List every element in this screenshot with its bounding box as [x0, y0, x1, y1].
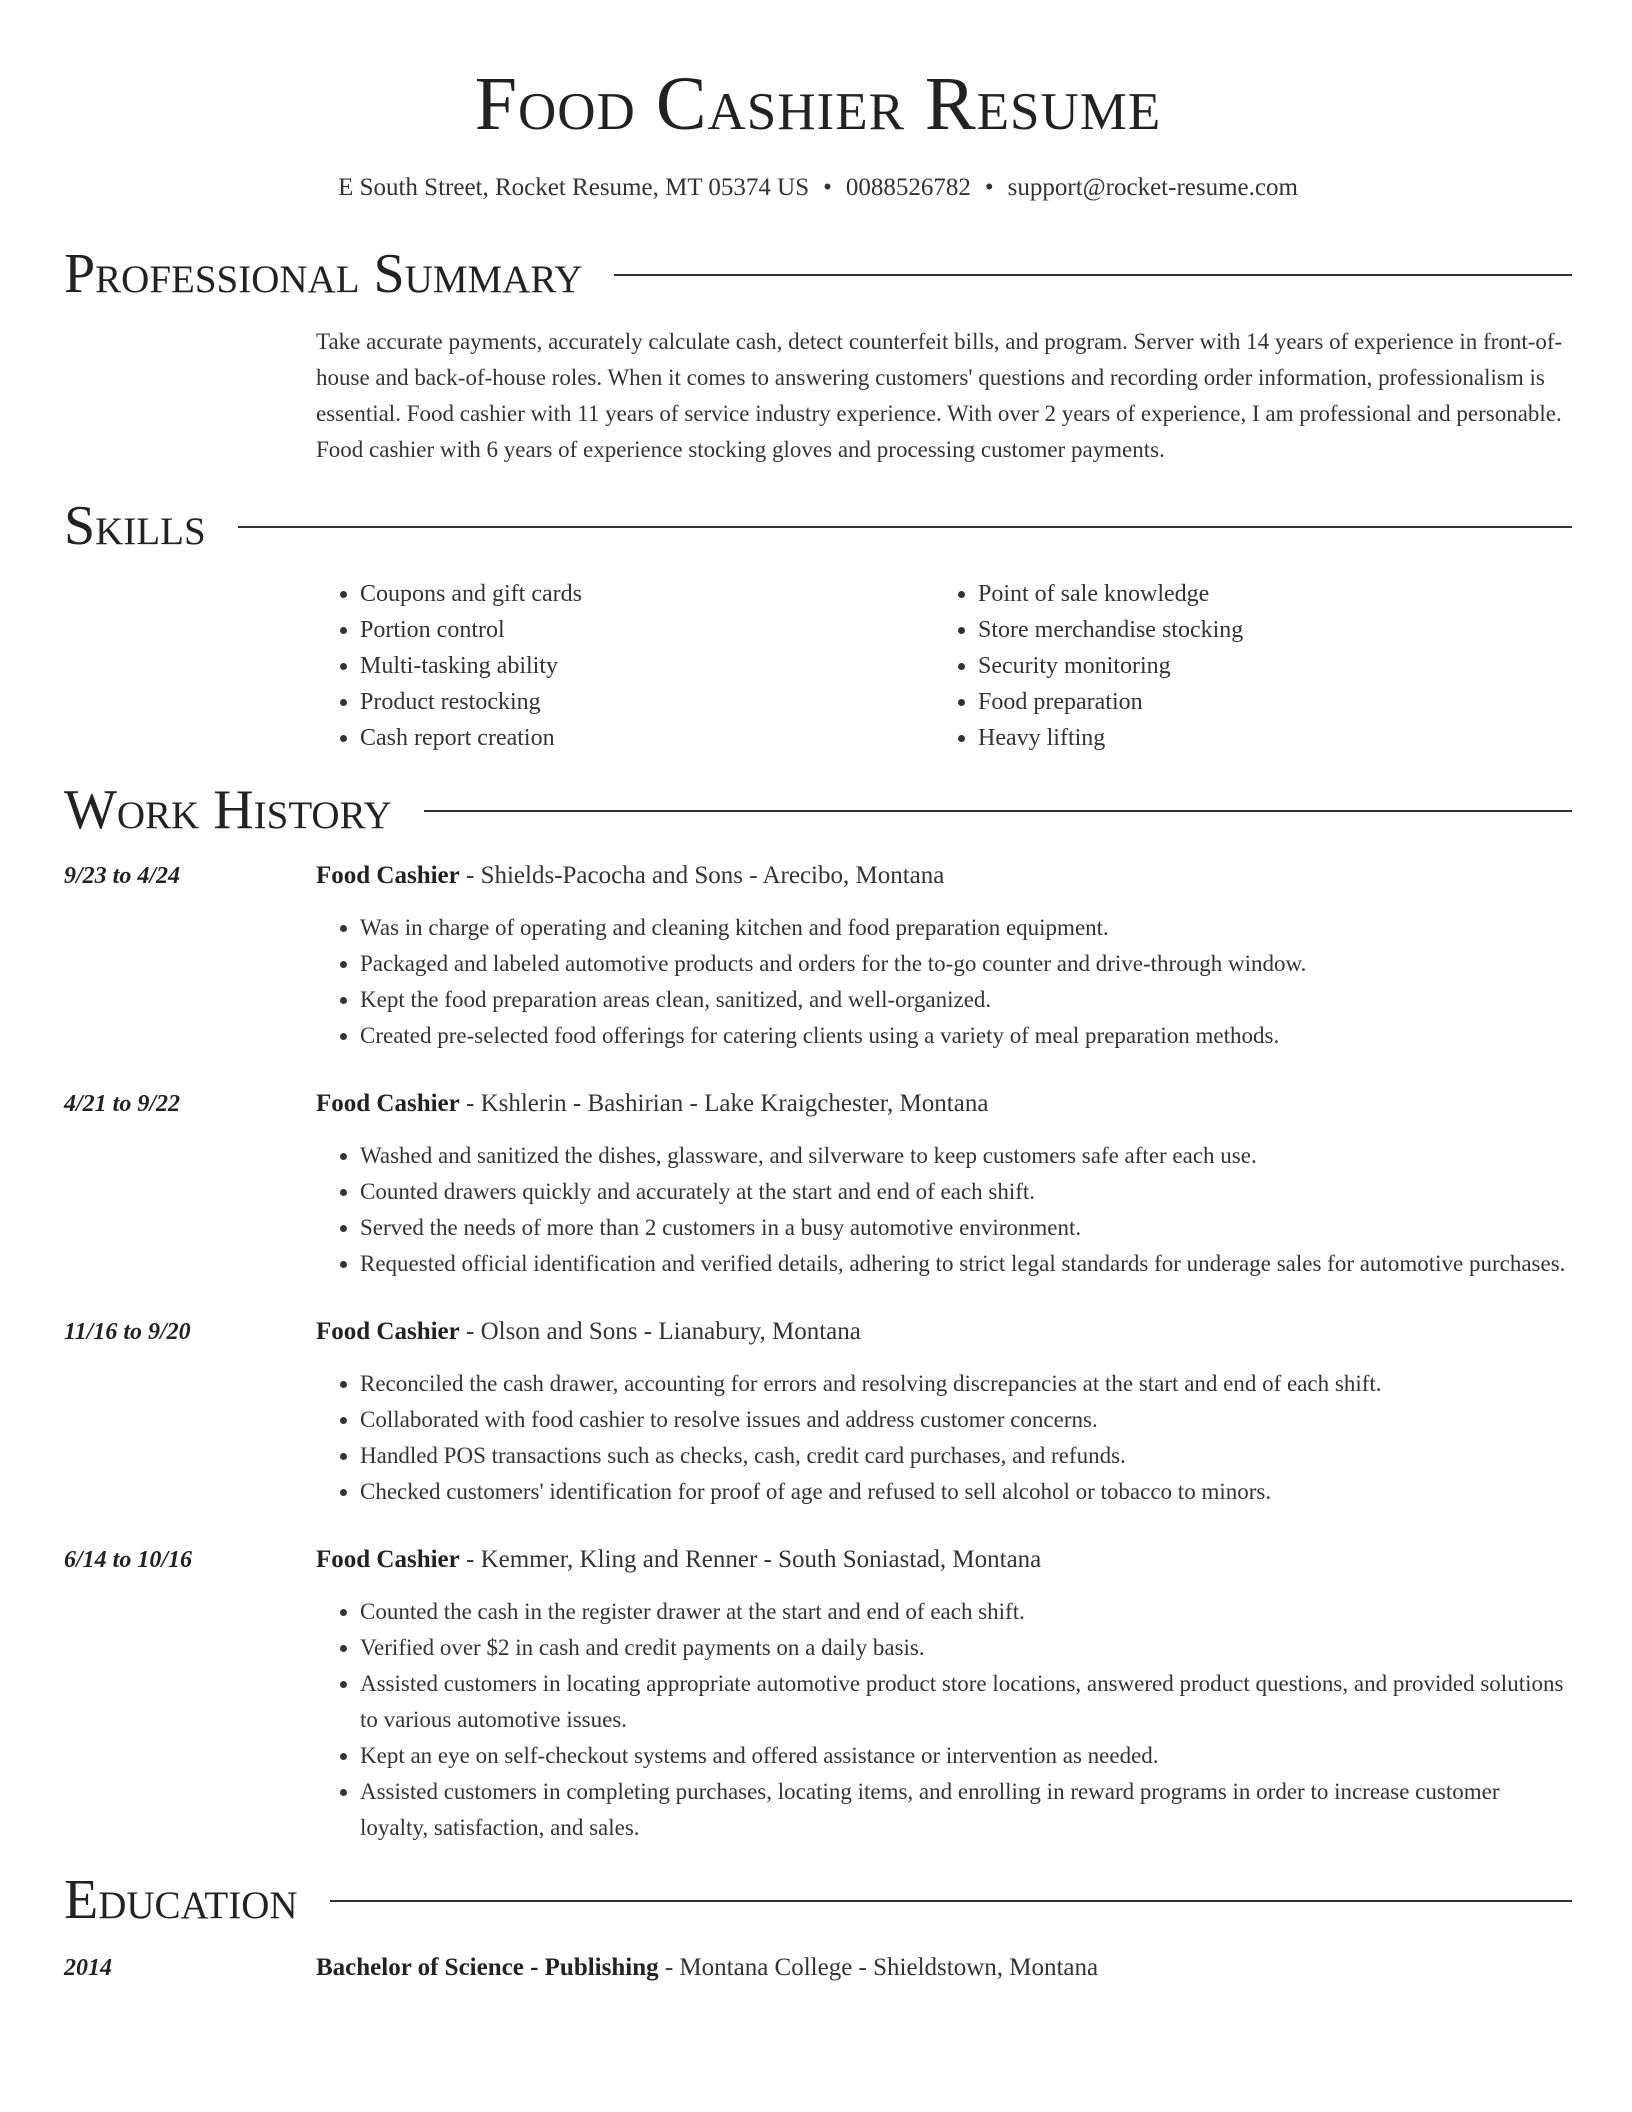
- skills-section-title: Skills: [64, 495, 206, 557]
- job-employer: - Kemmer, Kling and Renner - South Soniastad, Montana: [459, 1546, 1042, 1573]
- contact-line: [64, 172, 1572, 204]
- job-duty-item: • Verified over $2 in cash and credit payments on a daily basis.: [360, 1630, 1572, 1666]
- job-entry: [64, 1314, 1572, 1510]
- job-details: [316, 1086, 1572, 1282]
- education-section-header: [64, 1868, 1572, 1932]
- job-details: [316, 858, 1572, 1054]
- skill-item: • Point of sale knowledge: [978, 576, 1552, 612]
- work-history-list: [64, 858, 1572, 1846]
- job-duty-item: • Handled POS transactions such as checks, cash, credit card purchases, and refunds.: [360, 1438, 1572, 1474]
- job-employer: - Olson and Sons - Lianabury, Montana: [459, 1318, 861, 1345]
- job-role: Food Cashier: [316, 862, 460, 889]
- education-entry: [64, 1950, 1572, 1986]
- skill-item: • Store merchandise stocking: [978, 612, 1552, 648]
- skills-list: [316, 576, 1572, 756]
- job-role: Food Cashier: [316, 1546, 460, 1573]
- job-duty-item: • Counted the cash in the register drawer at the start and end of each shift.: [360, 1594, 1572, 1630]
- job-duty-item: • Counted drawers quickly and accurately at the start and end of each shift.: [360, 1174, 1572, 1210]
- section-divider: [330, 1900, 1572, 1902]
- skill-item: • Portion control: [360, 612, 934, 648]
- job-heading: [316, 1314, 1572, 1350]
- skills-column-left: [316, 576, 934, 756]
- section-divider: [614, 274, 1572, 276]
- job-employer: - Kshlerin - Bashirian - Lake Kraigchester, Montana: [459, 1090, 989, 1117]
- skill-item: • Security monitoring: [978, 648, 1552, 684]
- summary-section-title: Professional Summary: [64, 243, 583, 305]
- job-duty-item: • Kept the food preparation areas clean, sanitized, and well-organized.: [360, 982, 1572, 1018]
- section-divider: [424, 810, 1572, 812]
- skills-column-right: [934, 576, 1552, 756]
- skills-section-header: [64, 494, 1572, 558]
- job-employer: - Shields-Pacocha and Sons - Arecibo, Montana: [459, 862, 945, 889]
- education-section-title: Education: [64, 1869, 298, 1931]
- job-duty-item: • Assisted customers in locating appropriate automotive product store locations, answered product questions, and provided solutions to various automotive issues.: [360, 1666, 1572, 1738]
- job-duties: [316, 1366, 1572, 1510]
- job-duty-item: • Checked customers' identification for proof of age and refused to sell alcohol or tobacco to minors.: [360, 1474, 1572, 1510]
- education-year: 2014: [64, 1955, 112, 1981]
- resume-title: Food Cashier Resume: [474, 62, 1162, 146]
- job-duty-item: • Kept an eye on self-checkout systems and offered assistance or intervention as needed.: [360, 1738, 1572, 1774]
- job-duties: [316, 910, 1572, 1054]
- job-duty-item: • Washed and sanitized the dishes, glassware, and silverware to keep customers safe after each use.: [360, 1138, 1572, 1174]
- job-heading: [316, 1086, 1572, 1122]
- job-duty-item: • Packaged and labeled automotive products and orders for the to-go counter and drive-through window.: [360, 946, 1572, 982]
- job-duty-item: • Was in charge of operating and cleaning kitchen and food preparation equipment.: [360, 910, 1572, 946]
- job-duty-item: • Assisted customers in completing purchases, locating items, and enrolling in reward programs in order to increase customer loyalty, satisfaction, and sales.: [360, 1774, 1572, 1846]
- job-dates: 11/16 to 9/20: [64, 1319, 191, 1345]
- skill-item: • Food preparation: [978, 684, 1552, 720]
- work-section-header: [64, 778, 1572, 842]
- job-duty-item: • Requested official identification and verified details, adhering to strict legal standards for underage sales for automotive purchases.: [360, 1246, 1572, 1282]
- job-duty-item: • Created pre-selected food offerings for catering clients using a variety of meal preparation methods.: [360, 1018, 1572, 1054]
- job-role: Food Cashier: [316, 1090, 460, 1117]
- job-duty-item: • Reconciled the cash drawer, accounting for errors and resolving discrepancies at the start and end of each shift.: [360, 1366, 1572, 1402]
- contact-separator: •: [823, 174, 832, 201]
- job-duties: [316, 1138, 1572, 1282]
- contact-phone: 0088526782: [845, 174, 971, 201]
- job-role: Food Cashier: [316, 1318, 460, 1345]
- section-divider: [238, 526, 1572, 528]
- job-duty-item: • Collaborated with food cashier to resolve issues and address customer concerns.: [360, 1402, 1572, 1438]
- skill-item: • Cash report creation: [360, 720, 934, 756]
- job-duty-item: • Served the needs of more than 2 customers in a busy automotive environment.: [360, 1210, 1572, 1246]
- job-heading: [316, 1542, 1572, 1578]
- job-dates: 9/23 to 4/24: [64, 863, 181, 889]
- contact-separator: •: [984, 174, 994, 201]
- contact-email: support@rocket-resume.com: [1007, 174, 1298, 201]
- skill-item: • Product restocking: [360, 684, 934, 720]
- job-entry: [64, 1086, 1572, 1282]
- skill-item: • Coupons and gift cards: [360, 576, 934, 612]
- job-dates: 6/14 to 10/16: [64, 1547, 193, 1573]
- resume-page: [64, 0, 1572, 1986]
- summary-text: Take accurate payments, accurately calculate cash, detect counterfeit bills, and program. Server with 14 years of experience in front-of-house and back-of-house roles. When it comes to answering customers' questions and recording order information, professionalism is essential. Food cashier with 11 years of service industry experience. With over 2 years of experience, I am professional and personable. Food cashier with 6 years of experience stocking gloves and processing customer payments.: [316, 329, 1563, 462]
- education-school: - Montana College - Shieldstown, Montana: [658, 1954, 1099, 1981]
- job-entry: [64, 1542, 1572, 1846]
- skill-item: • Heavy lifting: [978, 720, 1552, 756]
- skill-item: • Multi-tasking ability: [360, 648, 934, 684]
- work-section-title: Work History: [64, 779, 392, 841]
- job-duties: [316, 1594, 1572, 1846]
- job-details: [316, 1542, 1572, 1846]
- job-dates: 4/21 to 9/22: [64, 1091, 181, 1117]
- contact-address: E South Street, Rocket Resume, MT 05374 US: [338, 174, 810, 201]
- summary-section-header: [64, 242, 1572, 306]
- education-details: [316, 1950, 1098, 1986]
- job-entry: [64, 858, 1572, 1054]
- job-details: [316, 1314, 1572, 1510]
- job-heading: [316, 858, 1572, 894]
- education-degree: Bachelor of Science - Publishing: [316, 1954, 659, 1981]
